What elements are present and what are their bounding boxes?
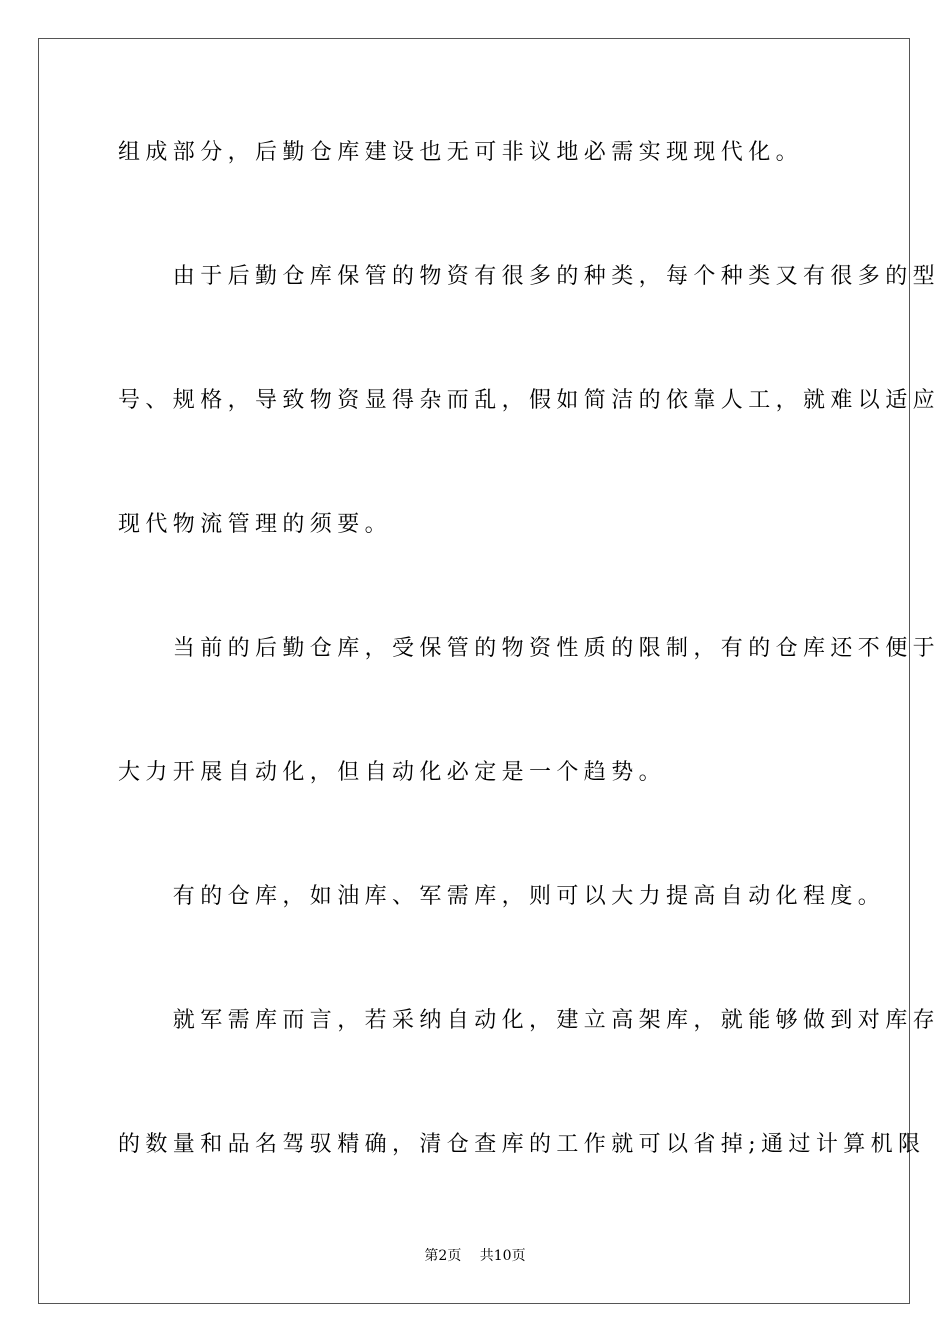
text-line-9: 的数量和品名驾驭精确，清仓查库的工作就可以省掉;通过计算机限 — [118, 1132, 926, 1157]
page-number-footer: 第2页 共10页 — [424, 1248, 526, 1264]
text-line-6: 大力开展自动化，但自动化必定是一个趋势。 — [118, 760, 667, 785]
text-line-3: 号、规格，导致物资显得杂而乱，假如简洁的依靠人工，就难以适应 — [118, 388, 941, 413]
text-line-5: 当前的后勤仓库，受保管的物资性质的限制，有的仓库还不便于 — [118, 636, 941, 661]
page-border — [38, 38, 941, 1304]
text-line-8: 就军需库而言，若采纳自动化，建立高架库，就能够做到对库存 — [118, 1008, 941, 1033]
text-line-1: 组成部分，后勤仓库建设也无可非议地必需实现现代化。 — [118, 140, 804, 165]
text-line-2: 由于后勤仓库保管的物资有很多的种类，每个种类又有很多的型 — [118, 264, 941, 289]
text-line-4: 现代物流管理的须要。 — [118, 512, 393, 537]
text-line-7: 有的仓库，如油库、军需库，则可以大力提高自动化程度。 — [118, 884, 886, 909]
